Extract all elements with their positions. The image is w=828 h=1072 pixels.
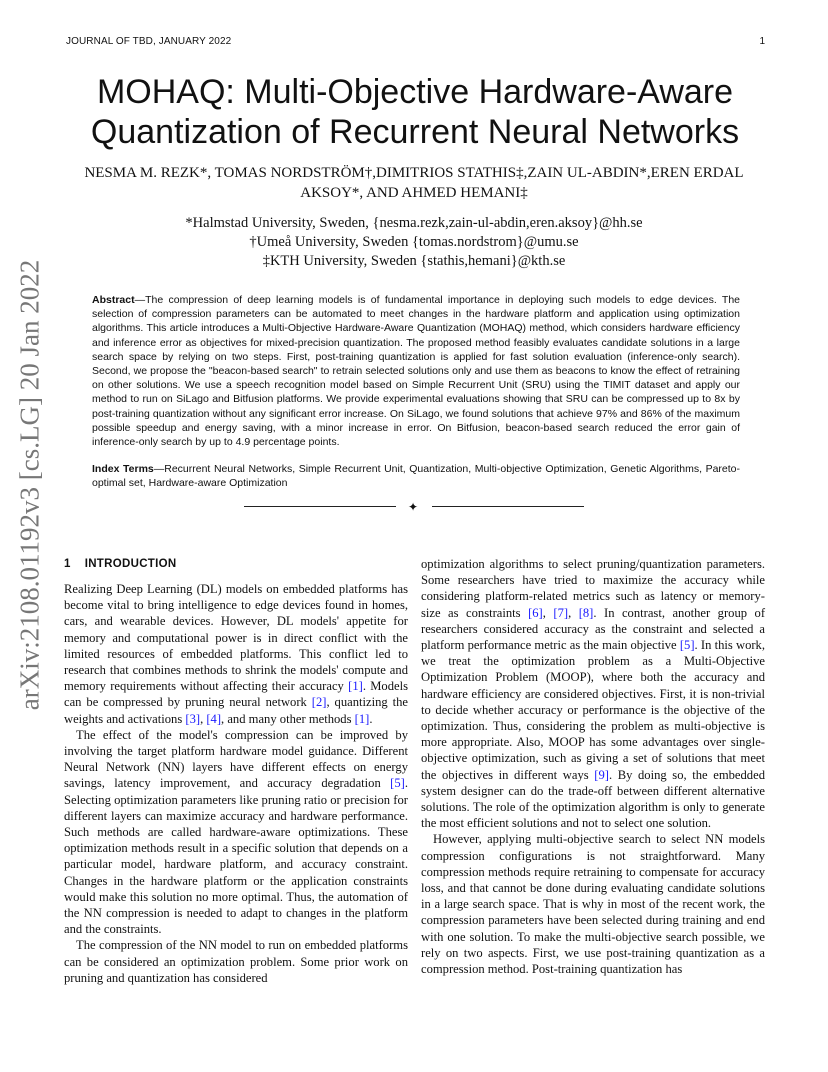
text: . By doing so, the embedded system designer can do the trade-off between different alternative solutions. The role of the optimization algorithm is only to generate the most efficient solutions and not to select one solution. — [421, 767, 765, 831]
citation-link[interactable]: [2] — [311, 695, 327, 710]
index-terms-text: —Recurrent Neural Networks, Simple Recurrent Unit, Quantization, Multi-objective Optimization, Genetic Algorithms, Pareto-optimal set, Hardware-aware Optimization — [92, 463, 741, 490]
citation-link[interactable]: [5] — [679, 638, 695, 653]
text: , quantizing the weights and activations — [64, 695, 409, 726]
intro-paragraph-5: However, applying multi-objective search to select NN models compression configurations is not straightforward. Many compression methods require retraining to compensate for accuracy loss, and that cannot be done during evaluating candidate solutions in a large search space. That is why in most of the recent work, the compression parameters have been selected during training and end with one solution. To make the multi-objective search possible, we rely on two aspects. First, we use post-training quantization as a compression method. Post-training quantization has — [421, 832, 765, 977]
intro-paragraph-4 — [421, 556, 765, 831]
citation-link[interactable]: [4] — [206, 711, 222, 726]
abstract — [92, 293, 740, 449]
abstract-label: Abstract — [92, 294, 135, 306]
affiliation-umea: †Umeå University, Sweden {tomas.nordstrom}@umu.se — [249, 234, 579, 250]
citation-link[interactable]: [1] — [354, 711, 370, 726]
intro-paragraph-3: The compression of the NN model to run on embedded platforms can be considered an optimization problem. Some prior work on pruning and quantization has considered — [64, 938, 408, 985]
citation-link[interactable]: [6] — [528, 605, 543, 620]
text: . Selecting optimization parameters like pruning ratio or precision for different layers can maximize accuracy and hardware performance. Such methods are called hardware-aware optimizations. These optimization methods result in a specific solution that depends on a particular model, hardware platform, and accuracy constraint. Changes in the hardware platform or the application constraints would make this solution no more optimal. Thus, the automation of the NN compression is needed to adapt to changes in the platform and the constraints. — [64, 776, 408, 937]
intro-paragraph-2 — [64, 727, 408, 938]
right-column — [421, 556, 765, 977]
arxiv-stamp: arXiv:2108.01192v3 [cs.LG] 20 Jan 2022 — [14, 259, 45, 711]
text: , — [200, 711, 207, 726]
text: , and many other methods — [221, 711, 355, 726]
page-number: 1 — [759, 36, 765, 47]
affiliations — [64, 214, 764, 271]
title-line-1: MOHAQ: Multi-Objective Hardware-Aware — [96, 73, 734, 111]
text: , — [542, 605, 554, 620]
citation-link[interactable]: [1] — [348, 679, 363, 694]
citation-link[interactable]: [3] — [185, 711, 201, 726]
affiliation-halmstad: *Halmstad University, Sweden, {nesma.rezk,zain-ul-abdin,eren.aksoy}@hh.se — [185, 215, 643, 231]
arxiv-stamp-container — [8, 259, 52, 711]
authors-line-2: AKSOY*, AND AHMED HEMANI‡ — [300, 185, 528, 201]
authors-line-1: NESMA M. REZK*, TOMAS NORDSTRÖM†,DIMITRIOS STATHIS‡,ZAIN UL-ABDIN*,EREN ERDAL — [84, 165, 744, 181]
title-line-2: Quantization of Recurrent Neural Networks — [90, 113, 740, 151]
section-title: INTRODUCTION — [84, 558, 177, 570]
text: . In contrast, another group of researchers considered accuracy as the constraint and selected a platform performance metric as the main objective — [421, 605, 766, 653]
left-column — [64, 558, 408, 986]
citation-link[interactable]: [5] — [390, 776, 405, 791]
citation-link[interactable]: [8] — [578, 605, 594, 620]
text: Realizing Deep Learning (DL) models on embedded platforms has become vital to bring intelligence to edge devices found in homes, cars, and wearable devices. However, DL models' appetite for memory and computational power is in direct conflict with the limited resources of embedded platforms. This conflict led to research that combines methods to shrink the models' compute and memory requirements without affecting their accuracy — [64, 582, 408, 694]
paper-title — [60, 72, 770, 152]
section-divider — [244, 499, 584, 513]
text: , — [568, 605, 579, 620]
index-terms — [92, 462, 740, 490]
divider-line-right — [432, 506, 584, 507]
text: optimization algorithms to select pruning/quantization parameters. Some researchers have tried to maximize the accuracy while considering platform-related metrics such as latency or memory-size as constraints — [421, 557, 765, 620]
running-header: JOURNAL OF TBD, JANUARY 2022 — [66, 36, 232, 47]
divider-line-left — [244, 506, 396, 507]
divider-diamond-icon: ✦ — [408, 500, 419, 514]
abstract-text: —The compression of deep learning models is of fundamental importance in deploying such models to edge devices. The selection of compression parameters can be automated to meet changes in the hardware platform and application using optimization algorithms. This article introduces a Multi-Objective Hardware-Aware Quantization (MOHAQ) method, which considers hardware efficiency and inference error as objectives for mixed-precision quantization. The proposed method feasibly evaluates candidate solutions in a large search space by relying on two steps. First, post-training quantization is applied for fast solution evaluation (inference-only search). Second, we propose the "beacon-based search" to retrain selected solutions only and use them as beacons to know the effect of retraining on other solutions. We use a speech recognition model based on Simple Recurrent Unit (SRU) using the TIMIT dataset and apply our method to run on SiLago and Bitfusion platforms. We provide experimental evaluations showing that SRU can be compressed up to 8x by post-training quantization without any significant error increase. On SiLago, we found solutions that achieve 97% and 86% of the maximum possible speedup and energy saving, with a minor increase in error. On Bitfusion, beacon-based search reduced the error gain of inference-only search by up to 4.9 percentage points. — [92, 294, 740, 449]
affiliation-kth: ‡KTH University, Sweden {stathis,hemani}@kth.se — [262, 253, 566, 269]
citation-link[interactable]: [9] — [594, 767, 609, 782]
text: . Models can be compressed by pruning neural network — [64, 679, 409, 710]
index-terms-label: Index Terms — [92, 463, 154, 475]
text: The effect of the model's compression can be improved by involving the target platform hardware model guidance. Different Neural Network (NN) layers have different effects on energy savings, latency improvement, and accuracy degradation — [64, 727, 408, 791]
text: . In this work, we treat the optimization problem as a Multi-Objective Optimization Problem (MOOP), where both the accuracy and hardware efficiency are considered objectives. First, it is non-trivial to decide whether accuracy or performance is the objective of the optimization. Thus, considering the problem as multi-objective is more appropriate. Also, MOOP has some advantages over single-objective optimization, such as giving a set of solutions that meet the objectives in different ways — [421, 638, 766, 782]
author-list — [64, 163, 764, 203]
text: . — [369, 711, 373, 726]
citation-link[interactable]: [7] — [553, 605, 569, 620]
intro-paragraph-1 — [64, 581, 408, 727]
section-heading — [64, 558, 408, 570]
section-number: 1 — [64, 558, 71, 570]
